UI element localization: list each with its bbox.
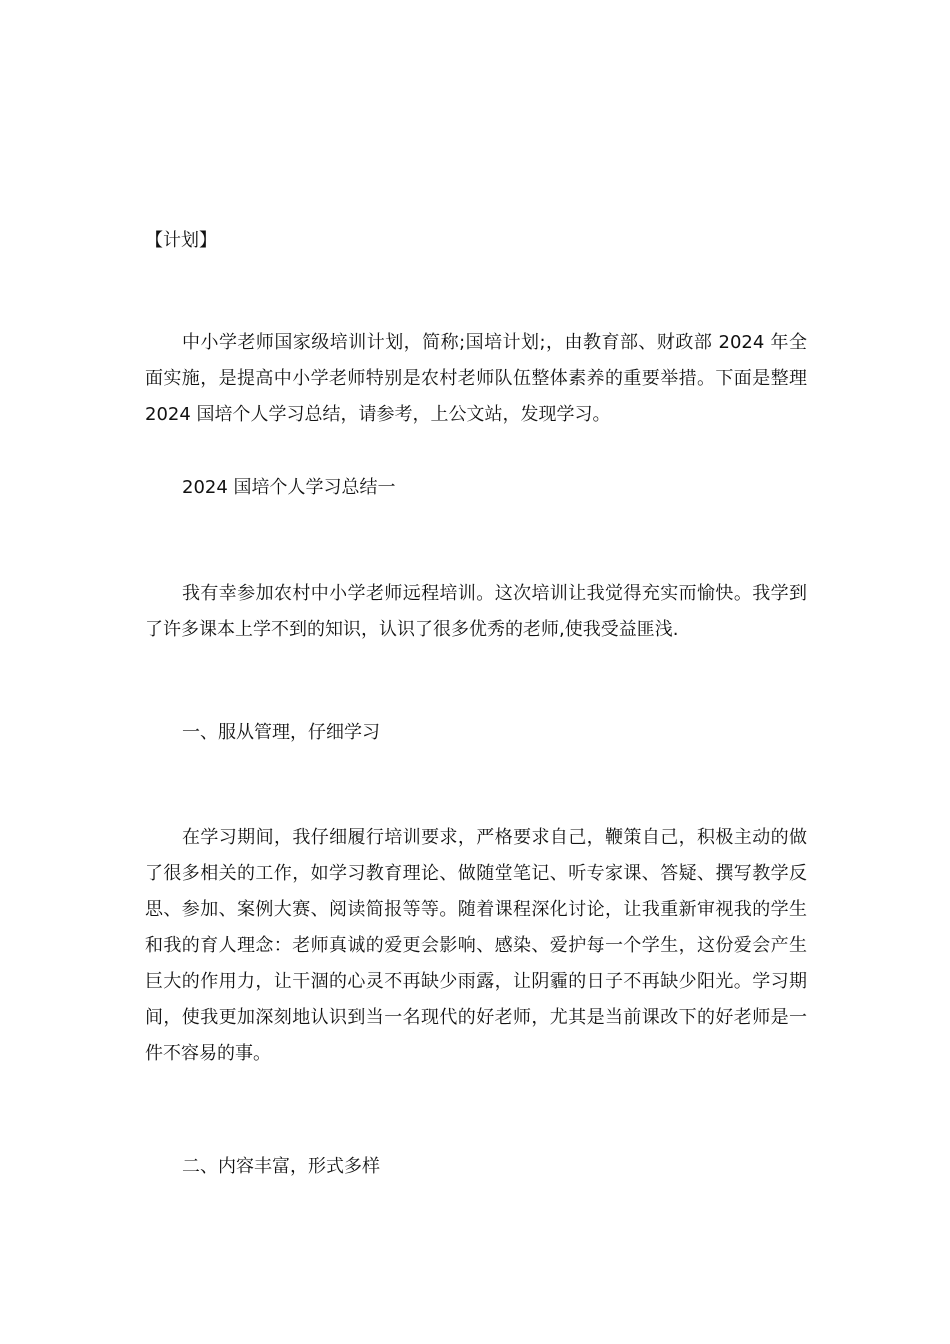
paragraph-2: 在学习期间，我仔细履行培训要求，严格要求自己，鞭策自己，积极主动的做了很多相关的工作，如学习教育理论、做随堂笔记、听专家课、答疑、撰写教学反思、参加、案例大赛、阅读简报等等。随着课程深化讨论，让我重新审视我的学生和我的育人理念：老师真诚的爱更会影响、感染、爱护每一个学生，这份爱会产生巨大的作用力，让干涸的心灵不再缺少雨露，让阴霾的日子不再缺少阳光。学习期间，使我更加深刻地认识到当一名现代的好老师，尤其是当前课改下的好老师是一件不容易的事。	[145, 827, 807, 1064]
section-heading-1: 一、服从管理，仔细学习	[182, 722, 380, 743]
section-heading-2: 二、内容丰富，形式多样	[182, 1156, 380, 1177]
plan-tag: 【计划】	[145, 230, 217, 251]
intro-paragraph: 中小学老师国家级培训计划，简称;国培计划;，由教育部、财政部 2024 年全面实施，是提高中小学老师特别是农村老师队伍整体素养的重要举措。下面是整理 2024 国培个人学习总结，请参考，上公文站，发现学习。	[145, 332, 807, 425]
summary-subtitle: 2024 国培个人学习总结一	[182, 477, 396, 498]
paragraph-1: 我有幸参加农村中小学老师远程培训。这次培训让我觉得充实而愉快。我学到了许多课本上学不到的知识，认识了很多优秀的老师,使我受益匪浅.	[145, 583, 807, 640]
